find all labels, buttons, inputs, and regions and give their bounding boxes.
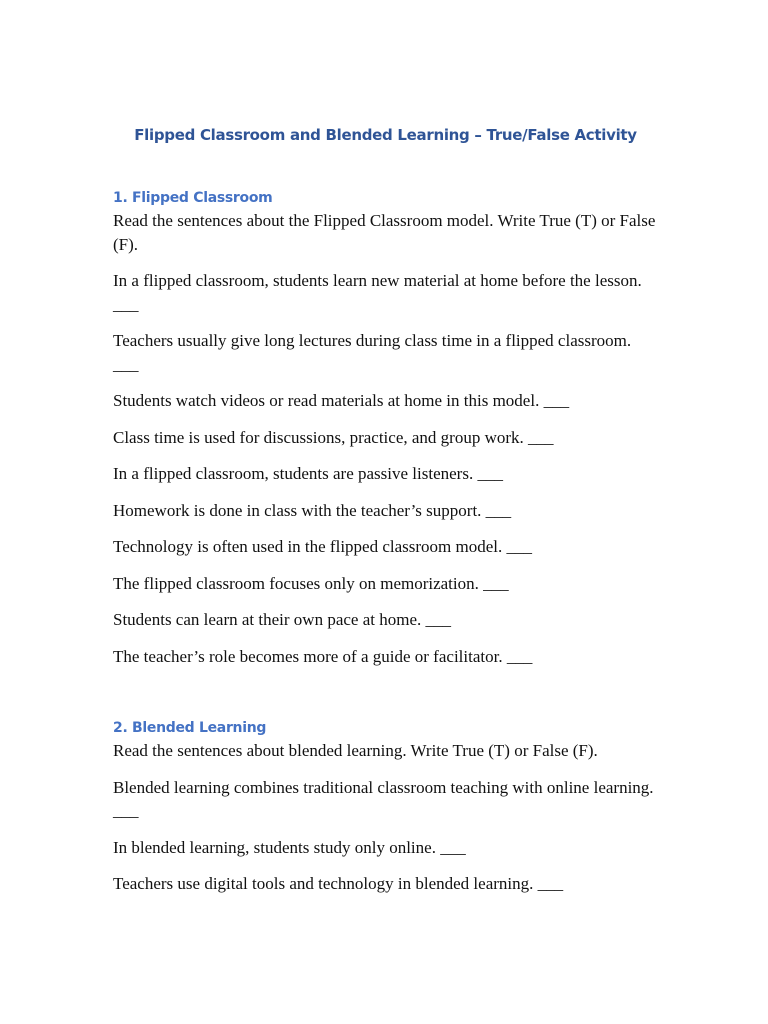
statement-item: Blended learning combines traditional classroom teaching with online learning. ___ [113, 777, 654, 820]
statement-item: The flipped classroom focuses only on memorization. ___ [113, 573, 509, 593]
statement-item: Homework is done in class with the teacher’s support. ___ [113, 500, 512, 520]
statement-item: Students watch videos or read materials at home in this model. ___ [113, 391, 570, 410]
section-instruction: Read the sentences about the Flipped Classroom model. Write True (T) or False (F). [113, 211, 656, 254]
section-heading: 1. Flipped Classroom [113, 190, 273, 206]
section-blended-learning [113, 718, 658, 896]
section-heading: 2. Blended Learning [113, 720, 267, 736]
statement-item: Teachers use digital tools and technology in blended learning. ___ [113, 874, 564, 893]
statement-item: Teachers usually give long lectures during class time in a flipped classroom. ___ [113, 331, 632, 374]
statement-item: Students can learn at their own pace at home. ___ [113, 610, 451, 629]
statement-item: Technology is often used in the flipped classroom model. ___ [113, 537, 533, 556]
document-body [113, 122, 658, 896]
statement-item: In blended learning, students study only online. ___ [113, 837, 466, 857]
section-instruction: Read the sentences about blended learning. Write True (T) or False (F). [113, 741, 598, 760]
document-title: Flipped Classroom and Blended Learning – True/False Activity [134, 126, 637, 144]
statement-item: Class time is used for discussions, practice, and group work. ___ [113, 427, 554, 447]
statement-item: In a flipped classroom, students are passive listeners. ___ [113, 464, 503, 483]
statement-item: In a flipped classroom, students learn new material at home before the lesson. ___ [113, 271, 642, 314]
section-flipped-classroom [113, 188, 658, 668]
statement-item: The teacher’s role becomes more of a guide or facilitator. ___ [113, 646, 533, 666]
